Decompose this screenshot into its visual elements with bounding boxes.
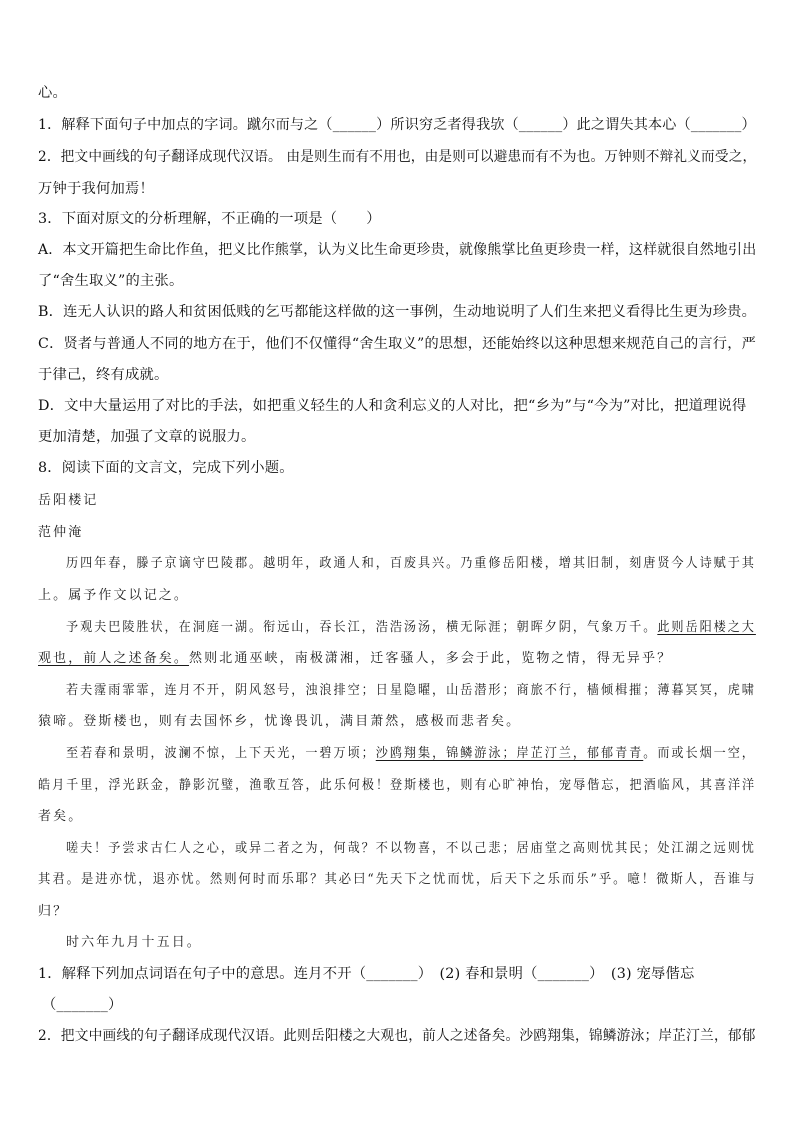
question-text: ） (2) 春和景明（ [417, 966, 538, 982]
question-text: （ [42, 997, 57, 1013]
option-c-cont: 于律己，终有成就。 [38, 367, 169, 383]
passage-line: 者矣。 [38, 809, 84, 824]
passage-line: 其君。是进亦忧，退亦忧。然则何时而乐耶？其必曰“先天下之忧而忧，后天下之乐而乐”乎。噫！微斯人，吾谁与 [38, 872, 757, 887]
question-2-translate: 2．把文中画线的句子翻译成现代汉语。 由是则生而有不用也，由是则可以避患而有不为也。万钟则不辩礼义而受之， [38, 149, 757, 165]
question-text: 1．解释下列加点词语在句子中的意思。连月不开（ [38, 966, 367, 982]
text-line: 万钟于我何加焉！ [38, 181, 154, 197]
passage-line: 猿啼。登斯楼也，则有去国怀乡，忧谗畏讥，满目萧然，感极而悲者矣。 [38, 714, 522, 729]
underlined-sentence: 此则岳阳楼之大 [657, 620, 756, 635]
underlined-sentence: 观也，前人之述备矣。 [38, 651, 190, 666]
option-c: C．贤者与普通人不同的地方在于，他们不仅懂得“舍生取义”的思想，还能始终以这种思想来规范自己的言行，严 [38, 336, 757, 352]
question-8-heading: 8．阅读下面的文言文，完成下列小题。 [38, 460, 294, 476]
passage-paragraph-5: 嗟夫！予尝求古仁人之心，或异二者之为，何哉？不以物喜，不以己悲；居庙堂之高则忧其民；处江湖之远则忧 [66, 841, 756, 856]
passage-text: 予观夫巴陵胜状，在洞庭一湖。衔远山，吞长江，浩浩汤汤，横无际涯；朝晖夕阴，气象万千。 [66, 620, 658, 635]
passage-line: 上。属予作文以记之。 [38, 588, 190, 603]
answer-blank: _______ [366, 966, 418, 982]
passage-text: 。而或长烟一空， [643, 746, 756, 761]
passage-paragraph-4 [66, 742, 756, 761]
sub-question-1-cont [42, 994, 122, 1014]
text-line: 心。 [38, 85, 67, 101]
question-text: ） [107, 997, 123, 1013]
option-b: B．连无人认识的路人和贫困低贱的乞丐都能这样做的这一事例，生动地说明了人们生来把义看得比生更为珍贵。 [38, 304, 757, 320]
option-d-cont: 更加清楚，加强了文章的说服力。 [38, 429, 256, 445]
sub-question-2: 2．把文中画线的句子翻译成现代汉语。此则岳阳楼之大观也，前人之述备矣。沙鸥翔集，锦鳞游泳；岸芷汀兰，郁郁 [38, 1028, 756, 1044]
passage-text: 至若春和景明，波澜不惊，上下天光，一碧万顷； [66, 746, 376, 761]
passage-title: 岳阳楼记 [38, 493, 99, 508]
passage-line: 皓月千里，浮光跃金，静影沉璧，渔歌互答，此乐何极！登斯楼也，则有心旷神怡，宠辱偕忘，把酒临风，其喜洋洋 [38, 778, 757, 793]
option-a-cont: 了“舍生取义”的主张。 [38, 273, 184, 289]
option-d: D．文中大量运用了对比的手法，如把重义轻生的人和贪利忘义的人对比，把“乡为”与“今为”对比，把道理说得 [38, 398, 747, 414]
passage-date: 时六年九月十五日。 [66, 935, 202, 950]
option-a: A．本文开篇把生命比作鱼，把义比作熊掌，认为义比生命更珍贵，就像熊掌比鱼更珍贵一样，这样就很自然地引出 [38, 242, 757, 258]
question-3-choice: 3．下面对原文的分析理解，不正确的一项是（ ） [38, 211, 381, 227]
passage-text: 然则北通巫峡，南极潇湘，迁客骚人，多会于此，览物之情，得无异乎？ [189, 651, 673, 666]
passage-paragraph-3: 若夫霪雨霏霏，连月不开，阴风怒号，浊浪排空；日星隐曜，山岳潜形；商旅不行，樯倾楫摧；薄暮冥冥，虎啸 [66, 683, 756, 698]
underlined-sentence: 沙鸥翔集，锦鳞游泳；岸芷汀兰，郁郁青青 [375, 746, 644, 761]
passage-line [38, 647, 672, 666]
question-1-explain: 1．解释下面句子中加点的字词。蹴尔而与之（______）所识穷乏者得我欤（______）此之谓失其本心（_______） [38, 117, 756, 133]
passage-paragraph-2 [66, 616, 756, 635]
passage-line: 归？ [38, 904, 69, 919]
passage-author: 范仲淹 [38, 525, 84, 540]
answer-blank: _______ [537, 966, 590, 982]
question-text: ） (3) 宠辱偕忘 [589, 966, 695, 982]
passage-paragraph-1: 历四年春，滕子京谪守巴陵郡。越明年，政通人和，百废具兴。乃重修岳阳楼，增其旧制，刻唐贤今人诗赋于其 [66, 556, 756, 571]
answer-blank: _______ [56, 997, 108, 1013]
sub-question-1 [38, 963, 695, 983]
